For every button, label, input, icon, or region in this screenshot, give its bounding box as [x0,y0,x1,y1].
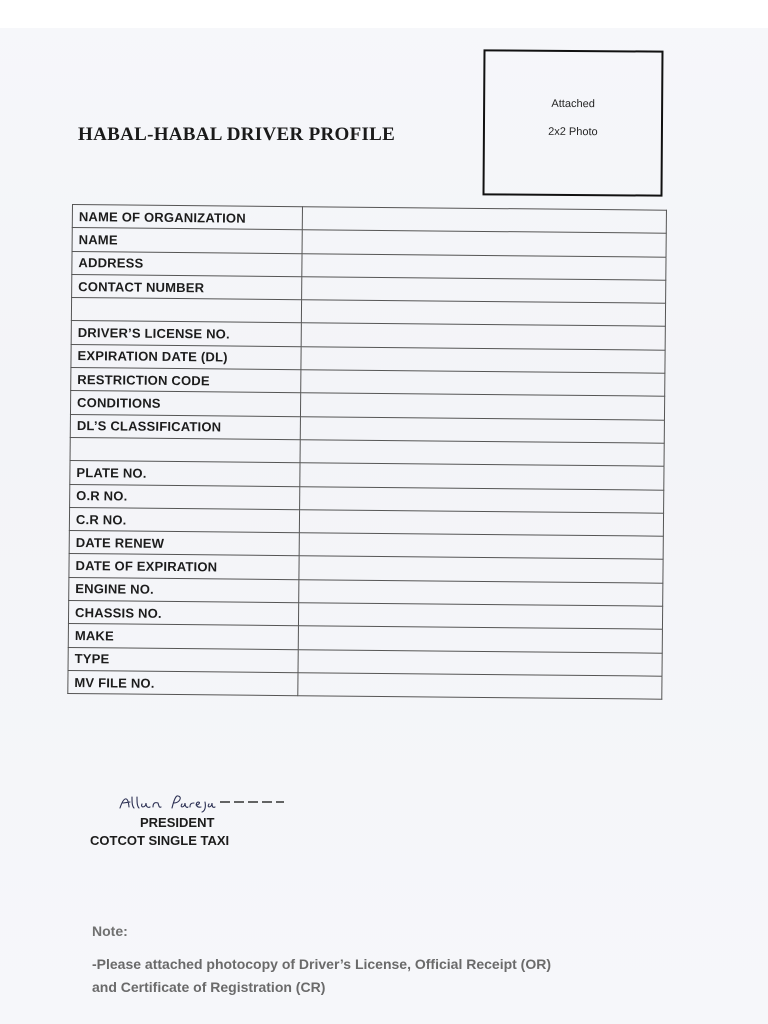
form-field-label: DRIVER’S LICENSE NO. [71,321,301,347]
form-field-label [71,298,301,324]
form-field-label: RESTRICTION CODE [71,368,301,394]
driver-profile-form [67,204,670,700]
form-field-label: ADDRESS [72,251,302,277]
document-title: HABAL-HABAL DRIVER PROFILE [78,124,396,145]
photo-placeholder-box [482,49,663,196]
note-line-2: and Certificate of Registration (CR) [92,979,326,995]
form-field-value [299,556,663,583]
form-field-value [298,603,662,630]
form-field-value [302,230,666,257]
form-field-label: O.R NO. [70,484,300,510]
form-field-label: NAME [72,228,302,254]
form-field-value [301,370,665,397]
form-field-label: PLATE NO. [70,461,300,487]
form-field-value [302,253,666,280]
form-field-label: NAME OF ORGANIZATION [72,205,302,231]
photo-placeholder-line2: 2x2 Photo [548,125,598,139]
form-table-body [68,205,667,700]
note-line-1: -Please attached photocopy of Driver’s License, Official Receipt (OR) [92,956,552,972]
form-field-value [300,393,664,420]
form-field-value [302,277,666,304]
note-label: Note: [92,923,128,939]
form-field-label: DATE RENEW [69,531,299,557]
form-table [67,204,667,700]
form-field-label: TYPE [68,647,298,673]
form-field-value [298,626,662,653]
form-field-label: MV FILE NO. [68,670,298,696]
form-field-label: C.R NO. [69,507,299,533]
note-text [92,953,732,999]
form-field-label: DL’S CLASSIFICATION [70,414,300,440]
form-field-value [302,207,666,234]
form-field-value [299,533,663,560]
signatory-title: PRESIDENT [140,815,215,830]
form-field-value [298,673,662,700]
form-field-label: EXPIRATION DATE (DL) [71,344,301,370]
signatory-organization: COTCOT SINGLE TAXI [90,833,230,848]
form-field-value [301,346,665,373]
form-field-value [299,510,663,537]
form-field-label [70,437,300,463]
form-row [68,670,662,699]
form-field-value [301,300,665,327]
form-field-label: MAKE [68,624,298,650]
form-field-value [300,416,664,443]
form-field-value [301,323,665,350]
form-field-label: DATE OF EXPIRATION [69,554,299,580]
form-field-value [300,440,664,467]
scan-margin [0,0,768,28]
form-field-label: CONDITIONS [70,391,300,417]
form-field-label: CHASSIS NO. [68,601,298,627]
form-field-value [298,649,662,676]
photo-placeholder-line1: Attached [551,97,595,111]
signature [116,792,296,814]
form-field-value [300,463,664,490]
form-field-value [299,579,663,606]
signature-image [116,792,296,814]
form-field-value [300,486,664,513]
form-field-label: ENGINE NO. [69,577,299,603]
form-field-label: CONTACT NUMBER [72,274,302,300]
